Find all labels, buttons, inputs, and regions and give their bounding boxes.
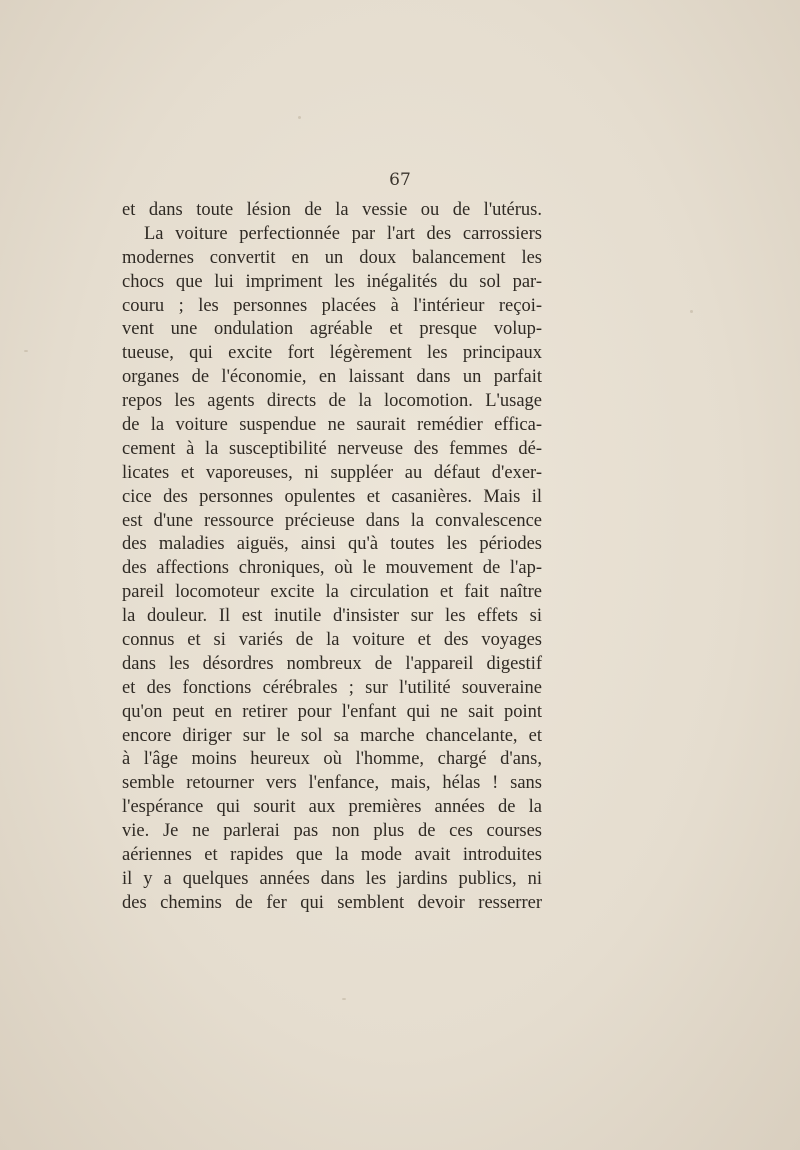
- text-line: des maladies aiguës, ainsi qu'à toutes les périodes: [122, 534, 542, 555]
- text-line: l'espérance qui sourit aux premières années de la: [122, 797, 542, 818]
- text-line: de la voiture suspendue ne saurait remédier effica-: [122, 415, 542, 436]
- text-line: des affections chroniques, où le mouvement de l'ap-: [122, 558, 542, 579]
- text-line: couru ; les personnes placées à l'intérieur reçoi-: [122, 295, 542, 316]
- text-line: cice des personnes opulentes et casanières. Mais il: [122, 486, 542, 507]
- paper-speck: [690, 310, 693, 313]
- text-line: vent une ondulation agréable et presque volup-: [122, 319, 542, 340]
- text-line: organes de l'économie, en laissant dans un parfait: [122, 367, 542, 388]
- text-line: il y a quelques années dans les jardins publics, ni: [122, 868, 542, 889]
- text-line: aériennes et rapides que la mode avait introduites: [122, 845, 542, 866]
- text-line: cement à la susceptibilité nerveuse des femmes dé-: [122, 438, 542, 459]
- paper-speck: [24, 350, 28, 352]
- text-line: modernes convertit en un doux balancement les: [122, 247, 542, 268]
- text-line: connus et si variés de la voiture et des voyages: [122, 630, 542, 651]
- text-line: tueuse, qui excite fort légèrement les principaux: [122, 343, 542, 364]
- text-line: vie. Je ne parlerai pas non plus de ces courses: [122, 821, 542, 842]
- text-line: licates et vaporeuses, ni suppléer au défaut d'exer-: [122, 462, 542, 483]
- text-line: est d'une ressource précieuse dans la convalescence: [122, 510, 542, 531]
- text-line: la douleur. Il est inutile d'insister sur les effets si: [122, 606, 542, 627]
- text-line: dans les désordres nombreux de l'appareil digestif: [122, 653, 542, 674]
- text-line: La voiture perfectionnée par l'art des carrossiers: [144, 223, 542, 244]
- text-line: chocs que lui impriment les inégalités du sol par-: [122, 271, 542, 292]
- body-text: [122, 199, 542, 916]
- text-line: encore diriger sur le sol sa marche chancelante, et: [122, 725, 542, 746]
- text-line: semble retourner vers l'enfance, mais, hélas ! sans: [122, 773, 542, 794]
- text-line: pareil locomoteur excite la circulation et fait naître: [122, 582, 542, 603]
- text-line: repos les agents directs de la locomotion. L'usage: [122, 391, 542, 412]
- page-number: 67: [389, 170, 411, 190]
- text-line: et des fonctions cérébrales ; sur l'utilité souveraine: [122, 677, 542, 698]
- text-line: et dans toute lésion de la vessie ou de l'utérus.: [122, 200, 542, 220]
- text-line: des chemins de fer qui semblent devoir resserrer: [122, 892, 542, 913]
- text-line: à l'âge moins heureux où l'homme, chargé d'ans,: [122, 749, 542, 770]
- text-line: qu'on peut en retirer pour l'enfant qui ne sait point: [122, 701, 542, 722]
- paper-speck: [298, 116, 301, 119]
- paper-speck: [342, 998, 346, 1000]
